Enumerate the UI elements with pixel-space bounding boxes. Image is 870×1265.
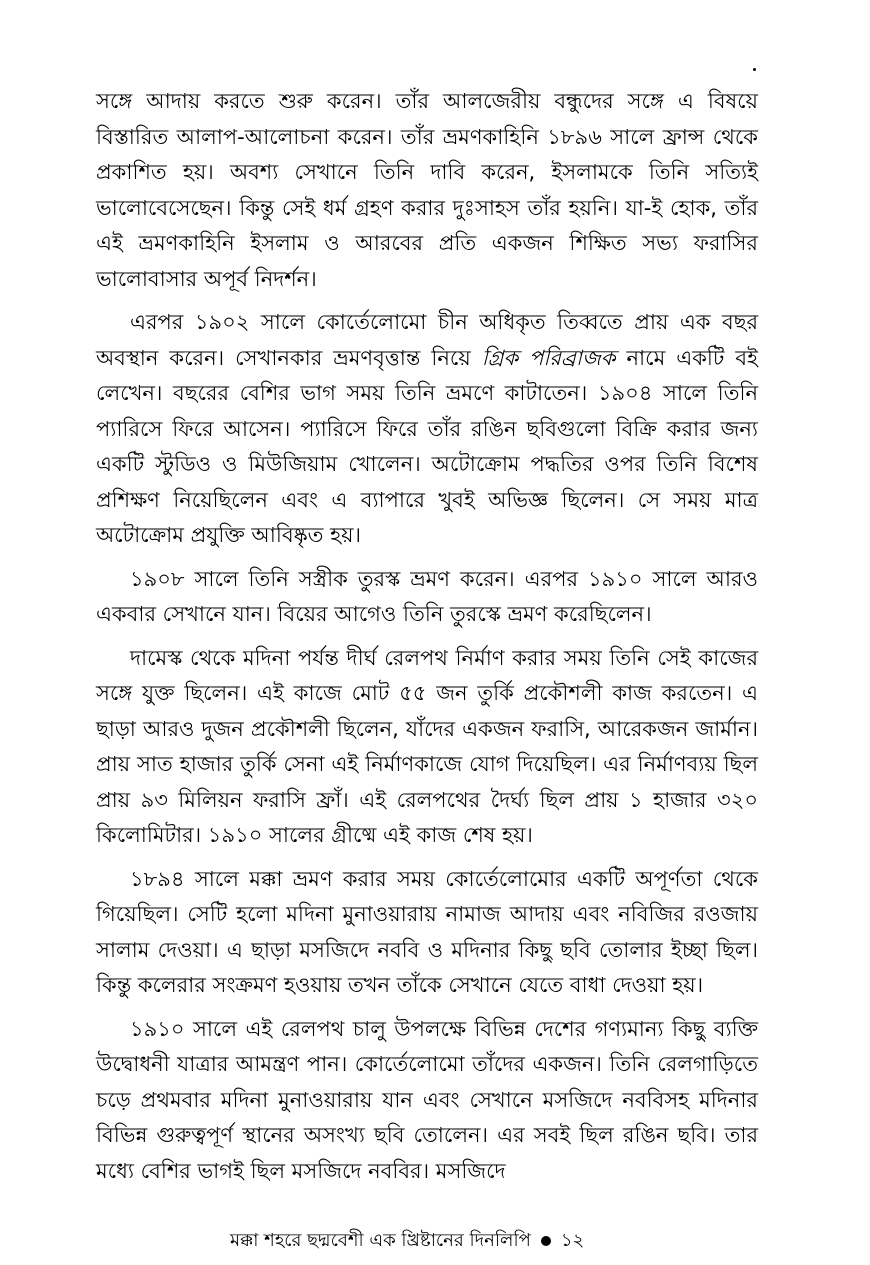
paragraph-medina: ১৯১০ সালে এই রেলপথ চালু উপলক্ষে বিভিন্ন দেশের গণ্যমান্য কিছু ব্যক্তি উদ্বোধনী যাত্রার আমন্ত্রণ পান। কোর্তেলোমো তাঁদের একজন। তিনি রেলগাড়িতে চড়ে প্রথমবার মদিনা মুনাওয়ারায় যান এবং সেখানে মসজিদে নববিসহ মদিনার বিভিন্ন গুরুত্বপূর্ণ স্থানের অসংখ্য ছবি তোলেন। এর সবই ছিল রঙিন ছবি। তার মধ্যে বেশির ভাগই ছিল মসজিদে নববির। মসজিদে: [96, 1016, 758, 1183]
running-title: মক্কা শহরে ছদ্মবেশী এক খ্রিষ্টানের দিনলিপি: [230, 1230, 531, 1251]
paragraph-mecca: ১৮৯৪ সালে মক্কা ভ্রমণ করার সময় কোর্তেলোমোর একটি অপূর্ণতা থেকে গিয়েছিল। সেটি হলো মদিনা মুনাওয়ারায় নামাজ আদায় এবং নবিজির রওজায় সালাম দেওয়া। এ ছাড়া মসজিদে নববি ও মদিনার কিছু ছবি তোলার ইচ্ছা ছিল। কিন্তু কলেরার সংক্রমণ হওয়ায় তখন তাঁকে সেখানে যেতে বাধা দেওয়া হয়।: [96, 866, 758, 997]
paragraph-tibet-start: এরপর ১৯০২ সালে কোর্তেলোমো চীন অধিকৃত তিব্বতে প্রায় এক বছর অবস্থান করেন। সেখানকার ভ্রমণবৃত্তান্ত নিয়ে: [96, 310, 758, 370]
book-title: গ্রিক পরিব্রাজক: [481, 345, 616, 370]
paragraph-continuation: সঙ্গে আদায় করতে শুরু করেন। তাঁর আলজেরীয় বন্ধুদের সঙ্গে এ বিষয়ে বিস্তারিত আলাপ-আলোচনা করেন। তাঁর ভ্রমণকাহিনি ১৮৯৬ সালে ফ্রান্স থেকে প্রকাশিত হয়। অবশ্য সেখানে তিনি দাবি করেন, ইসলামকে তিনি সত্যিই ভালোবেসেছেন। কিন্তু সেই ধর্ম গ্রহণ করার দুঃসাহস তাঁর হয়নি। যা-ই হোক, তাঁর এই ভ্রমণকাহিনি ইসলাম ও আরবের প্রতি একজন শিক্ষিত সভ্য ফরাসির ভালোবাসার অপূর্ব নিদর্শন।: [96, 89, 758, 291]
page-body: [96, 84, 758, 1197]
page-number: ১২: [560, 1230, 585, 1251]
bullet-separator: [541, 1236, 551, 1246]
stray-mark: [753, 68, 756, 71]
paragraph-tibet-end: নামে একটি বই লেখেন। বছরের বেশির ভাগ সময় তিনি ভ্রমণে কাটাতেন। ১৯০৪ সালে তিনি প্যারিসে ফিরে আসেন। প্যারিসে ফিরে তাঁর রঙিন ছবিগুলো বিক্রি করার জন্য একটি স্টুডিও ও মিউজিয়াম খোলেন। অটোক্রোম পদ্ধতির ওপর তিনি বিশেষ প্রশিক্ষণ নিয়েছিলেন এবং এ ব্যাপারে খুবই অভিজ্ঞ ছিলেন। সে সময় মাত্র অটোক্রোম প্রযুক্তি আবিষ্কৃত হয়।: [96, 345, 758, 547]
paragraph-railway: দামেস্ক থেকে মদিনা পর্যন্ত দীর্ঘ রেলপথ নির্মাণ করার সময় তিনি সেই কাজের সঙ্গে যুক্ত ছিলেন। এই কাজে মোট ৫৫ জন তুর্কি প্রকৌশলী কাজ করতেন। এ ছাড়া আরও দুজন প্রকৌশলী ছিলেন, যাঁদের একজন ফরাসি, আরেকজন জার্মান। প্রায় সাত হাজার তুর্কি সেনা এই নির্মাণকাজে যোগ দিয়েছিল। এর নির্মাণব্যয় ছিল প্রায় ৯৩ মিলিয়ন ফরাসি ফ্রাঁ। এই রেলপথের দৈর্ঘ্য ছিল প্রায় ১ হাজার ৩২০ কিলোমিটার। ১৯১০ সালের গ্রীষ্মে এই কাজ শেষ হয়।: [96, 645, 758, 847]
page-footer: [230, 1228, 670, 1254]
paragraph-tibet: [96, 305, 758, 554]
paragraph-turkey: ১৯০৮ সালে তিনি সস্ত্রীক তুরস্ক ভ্রমণ করেন। এরপর ১৯১০ সালে আরও একবার সেখানে যান। বিয়ের আগেও তিনি তুরস্কে ভ্রমণ করেছিলেন।: [96, 566, 758, 626]
